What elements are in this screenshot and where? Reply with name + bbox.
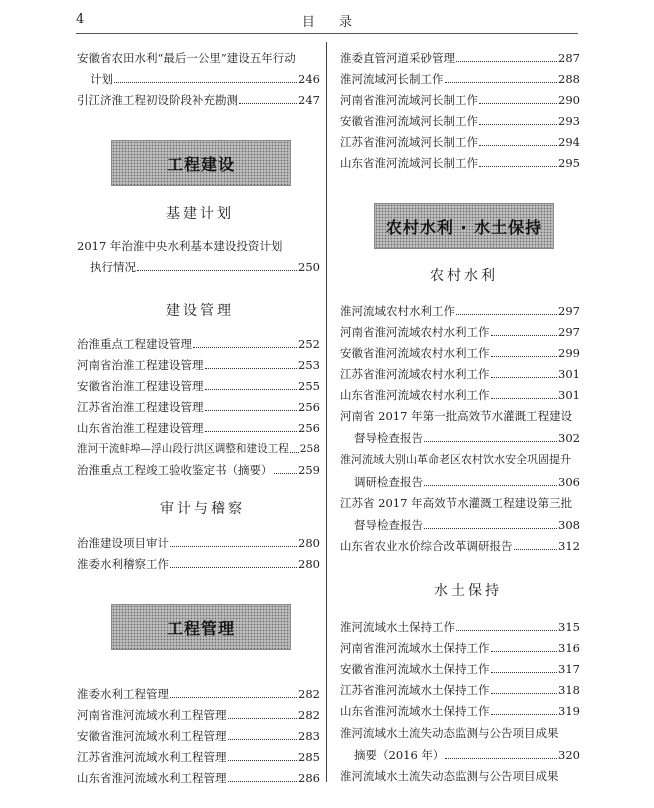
toc-entry[interactable]: 山东省淮河流域水土保持工作 319 (340, 704, 580, 718)
toc-entry[interactable]: 淮河流域农村水利工作 297 (340, 304, 580, 318)
toc-entry[interactable]: 安徽省淮河流域农村水利工作 299 (340, 346, 580, 360)
toc-entry[interactable]: 淮河流域水土流失动态监测与公告项目成果 (340, 726, 559, 740)
toc-entry[interactable]: 河南省淮河流域水土保持工作 316 (340, 641, 580, 655)
toc-entry[interactable]: 淮委直管河道采砂管理 287 (340, 51, 580, 65)
section-banner-rural-water-soil-conservation: 农村水利 · 水土保持 (374, 203, 554, 249)
subsection-heading: 建设管理 (166, 303, 234, 319)
subsection-heading: 基建计划 (166, 206, 234, 222)
toc-entry[interactable]: 督导检查报告 302 (354, 431, 580, 445)
subsection-heading: 水土保持 (434, 583, 502, 599)
toc-entry[interactable]: 安徽省淮河流域水利工程管理 283 (77, 729, 320, 743)
section-banner-engineering-construction: 工程建设 (111, 140, 291, 186)
subsection-heading: 农村水利 (430, 268, 498, 284)
section-banner-engineering-management: 工程管理 (111, 604, 291, 650)
toc-entry[interactable]: 引江济淮工程初设阶段补充勘测 247 (77, 93, 320, 107)
toc-entry[interactable]: 淮河流域水土流失动态监测与公告项目成果 (340, 769, 559, 783)
toc-entry[interactable]: 安徽省治淮工程建设管理 255 (77, 379, 320, 393)
toc-entry[interactable]: 2017 年治淮中央水利基本建设投资计划 (77, 239, 283, 253)
toc-entry[interactable]: 山东省治淮工程建设管理 256 (77, 421, 320, 435)
toc-entry[interactable]: 淮河流域水土保持工作 315 (340, 620, 580, 634)
toc-entry[interactable]: 执行情况 250 (90, 260, 320, 274)
toc-entry[interactable]: 淮委水利稽察工作 280 (77, 557, 320, 571)
page-header (0, 0, 654, 34)
toc-entry[interactable]: 河南省淮河流域水利工程管理 282 (77, 708, 320, 722)
toc-entry[interactable]: 江苏省淮河流域水利工程管理 285 (77, 750, 320, 764)
toc-entry[interactable]: 淮河流域河长制工作 288 (340, 72, 580, 86)
toc-entry[interactable]: 安徽省淮河流域水土保持工作 317 (340, 662, 580, 676)
toc-entry[interactable]: 江苏省 2017 年高效节水灌溉工程建设第三批 (340, 496, 573, 510)
toc-entry[interactable]: 河南省治淮工程建设管理 253 (77, 358, 320, 372)
subsection-heading: 审计与稽察 (160, 501, 245, 517)
toc-entry[interactable]: 河南省淮河流域河长制工作 290 (340, 93, 580, 107)
toc-entry[interactable]: 淮河流域大别山革命老区农村饮水安全巩固提升 (340, 453, 571, 466)
running-title: 目 录 (301, 15, 363, 30)
toc-entry[interactable]: 治淮重点工程竣工验收鉴定书（摘要） 259 (77, 463, 320, 477)
toc-entry[interactable]: 山东省农业水价综合改革调研报告 312 (340, 539, 580, 553)
toc-entry[interactable]: 计划 246 (90, 72, 320, 86)
toc-entry[interactable]: 河南省淮河流域农村水利工作 297 (340, 325, 580, 339)
toc-entry[interactable]: 山东省淮河流域农村水利工作 301 (340, 388, 580, 402)
header-rule (76, 33, 578, 34)
toc-entry[interactable]: 淮河干流蚌埠—浮山段行洪区调整和建设工程 258 (77, 443, 320, 455)
toc-entry[interactable]: 淮委水利工程管理 282 (77, 687, 320, 701)
page-number: 4 (76, 12, 85, 27)
toc-entry[interactable]: 调研检查报告 306 (354, 475, 580, 489)
toc-entry[interactable]: 督导检查报告 308 (354, 518, 580, 532)
column-divider (326, 42, 327, 782)
toc-entry[interactable]: 江苏省淮河流域河长制工作 294 (340, 135, 580, 149)
toc-entry[interactable]: 山东省淮河流域水利工程管理 286 (77, 771, 320, 785)
toc-entry[interactable]: 山东省淮河流域河长制工作 295 (340, 156, 580, 170)
toc-entry[interactable]: 河南省 2017 年第一批高效节水灌溉工程建设 (340, 409, 573, 423)
toc-entry[interactable]: 治淮重点工程建设管理 252 (77, 337, 320, 351)
toc-entry[interactable]: 治淮建设项目审计 280 (77, 536, 320, 550)
toc-entry[interactable]: 摘要（2016 年） 320 (354, 748, 580, 762)
toc-entry[interactable]: 江苏省淮河流域农村水利工作 301 (340, 367, 580, 381)
toc-entry[interactable]: 安徽省农田水利“最后一公里”建设五年行动 (77, 51, 296, 65)
toc-entry[interactable]: 安徽省淮河流域河长制工作 293 (340, 114, 580, 128)
toc-entry[interactable]: 江苏省治淮工程建设管理 256 (77, 400, 320, 414)
toc-entry[interactable]: 江苏省淮河流域水土保持工作 318 (340, 683, 580, 697)
